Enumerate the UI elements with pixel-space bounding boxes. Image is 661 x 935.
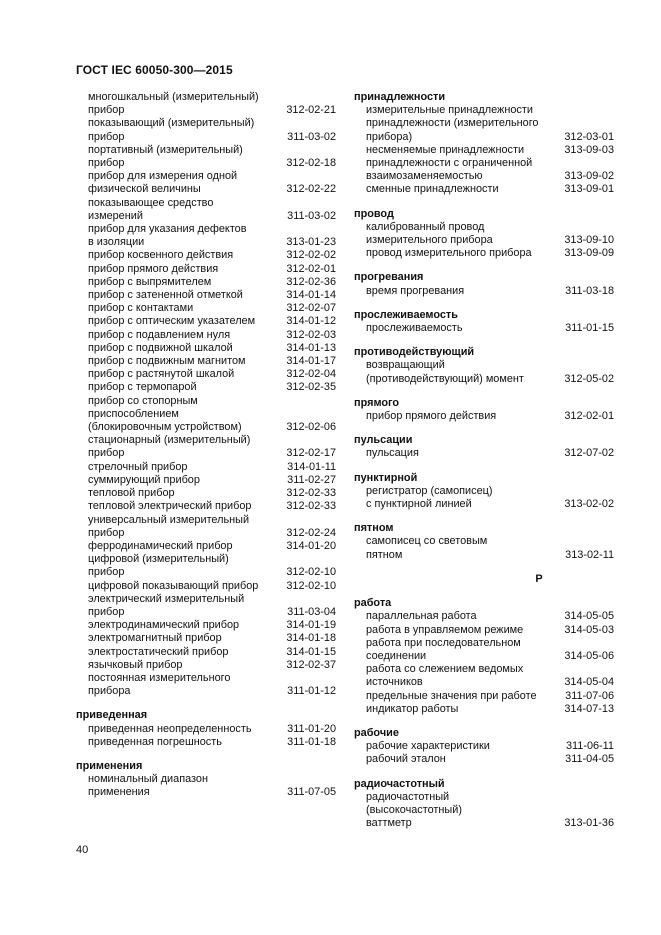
index-entry [354,157,614,183]
entry-code: 314-01-19 [286,619,336,632]
entry-code: 312-02-17 [286,447,336,460]
index-column-left [76,91,336,800]
entry-term-line: тепловой электрический прибор [88,500,252,513]
index-heading: прямого [354,396,400,409]
index-heading: пятном [354,522,394,535]
entry-term-line: прибор с оптическим указателем [88,315,256,328]
entry-term-line: портативный (измерительный) [88,143,243,156]
index-heading: принадлежности [354,91,446,103]
entry-term-line: цифровой (измерительный) [88,553,229,566]
entry-term-line: принадлежности (измерительного [366,117,539,130]
index-entry [76,395,336,435]
entry-code: 313-01-23 [286,236,336,249]
index-heading: применения [76,759,143,772]
entry-code: 312-02-24 [286,526,336,539]
entry-term-line: приведенная неопределенность [88,722,252,735]
entry-term-line: показывающий (измерительный) [88,117,255,130]
entry-term-line: приведенная погрешность [88,735,222,748]
entry-code: 314-01-12 [286,315,336,328]
index-entry [76,619,336,632]
entry-term [366,104,614,117]
entry-term-line: прибор [88,526,125,539]
entry-term-line: прибор косвенного действия [88,249,234,262]
index-entry [354,359,614,385]
index-entry [354,247,614,260]
entry-term-line: номинальный диапазон применения [88,773,208,799]
entry-code: 313-09-01 [564,183,614,196]
index-entry [76,461,336,474]
entry-code: 314-01-17 [286,355,336,368]
entry-term-line: прибор [88,447,125,460]
index-entry [76,632,336,645]
entry-term-line: прибор с растянутой шкалой [88,368,235,381]
entry-code: 313-02-11 [565,548,614,561]
entry-code: 314-05-06 [564,649,614,662]
entry-code: 312-02-21 [286,104,336,117]
entry-term-line: постоянная измерительного [88,671,231,684]
index-entry [354,183,614,196]
index-entry [76,434,336,460]
entry-term-line: прибор с выпрямителем [88,275,212,288]
index-entry [76,500,336,513]
entry-term-line: прибор с подвижной шкалой [88,341,233,354]
index-column-right [354,91,614,830]
entry-code: 312-02-37 [286,658,336,671]
entry-term-line: физической величины [88,183,201,196]
index-entry [354,663,614,689]
entry-code: 314-01-15 [286,645,336,658]
entry-code: 312-02-06 [286,421,336,434]
entry-term-line: прибора [88,685,131,698]
entry-code: 311-01-20 [287,722,336,735]
entry-term-line: радиочастотный (высокочастотный) [366,790,462,816]
index-heading: прослеживаемость [354,308,458,321]
entry-code: 313-02-02 [564,498,614,511]
index-heading: пунктирной [354,471,418,484]
entry-code: 313-09-10 [564,234,614,247]
index-entry [354,535,614,561]
index-heading: работа [354,597,392,610]
entry-term-line: универсальный измерительный [88,513,250,526]
index-entry [76,342,336,355]
entry-term-line: работа при последовательном [366,636,521,649]
entry-code: 314-05-04 [564,676,614,689]
entry-term-line: электромагнитный прибор [88,632,222,645]
entry-term-line: электростатический прибор [88,645,229,658]
entry-term-line: (противодействующий) момент [366,372,524,385]
entry-term-line: взаимозаменяемостью [366,170,483,183]
entry-term-line: рабочие характеристики [366,740,490,753]
entry-code: 312-02-10 [286,579,336,592]
entry-term-line: электродинамический прибор [88,619,240,632]
entry-term-line: прибор с контактами [88,302,194,315]
index-entry [76,593,336,619]
index-entry [76,381,336,394]
entry-code: 314-01-13 [286,341,336,354]
entry-code: 312-02-01 [564,410,614,423]
index-entry [76,315,336,328]
index-entry [354,753,614,766]
index-entry [354,740,614,753]
index-entry [76,474,336,487]
entry-term-line: рабочий эталон [366,753,446,766]
index-entry [76,773,336,799]
entry-term-line: самописец со световым [366,535,488,548]
index-entry [354,221,614,247]
entry-code: 311-03-02 [287,209,336,222]
index-entry [354,703,614,716]
entry-term-line: прибор прямого действия [366,410,497,423]
index-entry [76,249,336,262]
entry-term-line: суммирующий прибор [88,473,200,486]
index-entry [354,144,614,157]
index-entry [76,540,336,553]
entry-term-line: работа в управляемом режиме [366,623,524,636]
index-heading: радиочастотный [354,777,445,790]
entry-term-line: время прогревания [366,284,465,297]
entry-code: 312-02-10 [286,566,336,579]
index-entry [354,637,614,663]
index-entry [354,322,614,335]
entry-term-line: прибор с подвижным магнитом [88,355,246,368]
entry-term-line: язычковый прибор [88,658,183,671]
entry-term-line: прибор с затененной отметкой [88,289,243,302]
entry-code: 312-02-33 [286,487,336,500]
entry-term-line: прибор для указания дефектов [88,223,247,236]
entry-term-line: в изоляции [88,236,145,249]
entry-term-line: возвращающий [366,359,445,372]
entry-term-line: предельные значения при работе [366,689,537,702]
entry-code: 311-07-06 [565,689,614,702]
entry-code: 313-09-09 [564,247,614,260]
entry-code: 314-01-18 [286,632,336,645]
entry-code: 311-03-04 [287,605,336,618]
index-entry [354,690,614,703]
entry-code: 311-01-12 [287,685,336,698]
entry-code: 313-09-03 [564,143,614,156]
index-heading: прогревания [354,271,424,284]
entry-code: 314-01-14 [286,289,336,302]
index-entry [76,91,336,117]
entry-term-line: прибор со стопорным [88,394,198,407]
index-heading: провод [354,207,394,220]
index-entry [76,736,336,749]
index-heading: пульсации [354,434,413,447]
entry-code: 312-02-07 [286,302,336,315]
index-entry [76,672,336,698]
entry-code: 314-07-13 [564,702,614,715]
entry-term-line: прибор [88,104,125,117]
entry-term-line: калиброванный провод [366,220,485,233]
entry-term-line: прибор с термопарой [88,381,197,394]
index-entry [354,104,614,117]
entry-code: 312-02-04 [286,368,336,381]
index-entry [76,302,336,315]
entry-code: 312-02-36 [286,275,336,288]
page-number: 40 [76,844,89,856]
entry-code: 311-03-02 [287,130,336,143]
entry-term-line: прибор для измерения одной [88,170,238,183]
entry-term-line: приспособлением [88,407,179,420]
index-entry [354,610,614,623]
entry-code: 312-02-22 [286,183,336,196]
entry-code: 312-02-01 [286,262,336,275]
entry-term-line: электрический измерительный [88,592,245,605]
index-entry [76,263,336,276]
index-entry [76,553,336,579]
entry-code: 314-01-11 [287,460,336,473]
entry-term-line: соединении [366,649,427,662]
index-entry [76,487,336,500]
index-entry [76,646,336,659]
index-entry [76,197,336,223]
index-entry [76,329,336,342]
index-entry [354,285,614,298]
entry-term-line: прибора) [366,130,413,143]
entry-code: 311-06-11 [565,740,614,753]
index-entry [76,368,336,381]
entry-term-line: ферродинамический прибор [88,539,233,552]
index-entry [76,276,336,289]
index-entry [76,223,336,249]
index-entry [76,170,336,196]
entry-code: 311-01-15 [565,322,614,335]
entry-term-line: измерительного прибора [366,234,493,247]
entry-code: 312-07-02 [564,447,614,460]
entry-code: 312-02-18 [286,157,336,170]
entry-code: 314-01-20 [286,539,336,552]
section-letter: Р [535,572,543,585]
entry-code: 311-03-18 [565,284,614,297]
entry-term-line: измерительные принадлежности [366,104,533,117]
entry-term-line: прибор [88,157,125,170]
entry-term-line: тепловой прибор [88,487,175,500]
index-heading: рабочие [354,726,399,739]
entry-term-line: стационарный (измерительный) [88,434,251,447]
entry-code: 312-02-33 [286,500,336,513]
entry-code: 312-03-01 [564,130,614,143]
entry-term-line: пятном [366,548,403,561]
index-entry [354,447,614,460]
index-entry [76,659,336,672]
entry-term-line: прибор с подавлением нуля [88,328,231,341]
entry-term-line: параллельная работа [366,610,477,623]
index-entry [354,791,614,831]
index-entry [76,355,336,368]
index-entry [354,624,614,637]
index-entry [354,410,614,423]
entry-term-line: (блокировочным устройством) [88,421,242,434]
index-heading: приведенная [76,709,148,722]
entry-code: 311-07-05 [287,786,336,799]
entry-term-line: с пунктирной линией [366,498,472,511]
entry-code: 311-04-05 [565,753,614,766]
entry-code: 314-05-05 [564,610,614,623]
entry-term-line: регистратор (самописец) [366,484,493,497]
entry-term-line: принадлежности с ограниченной [366,157,533,170]
entry-term-line: ваттметр [366,817,412,830]
entry-term-line: прибор прямого действия [88,262,219,275]
entry-code: 312-02-03 [286,328,336,341]
entry-code: 312-02-35 [286,381,336,394]
entry-term-line: многошкальный (измерительный) [88,91,259,103]
entry-term-line: цифровой показывающий прибор [88,579,259,592]
entry-code: 313-01-36 [564,817,614,830]
entry-term-line: источников [366,676,423,689]
entry-code: 311-01-18 [287,735,336,748]
index-entry [76,514,336,540]
page-header: ГОСТ IEC 60050-300—2015 [76,63,233,77]
entry-term-line: пульсация [366,447,419,460]
entry-term-line: прибор [88,566,125,579]
entry-term-line: работа со слежением ведомых [366,663,524,676]
index-entry [76,580,336,593]
entry-code: 313-09-02 [564,170,614,183]
index-entry [76,723,336,736]
entry-code: 311-02-27 [287,473,336,486]
entry-term-line: провод измерительного прибора [366,247,532,260]
index-entry [354,117,614,143]
index-entry [76,144,336,170]
entry-code: 312-05-02 [564,372,614,385]
index-entry [76,289,336,302]
entry-term-line: индикатор работы [366,702,459,715]
entry-term-line: несменяемые принадлежности [366,143,525,156]
index-entry [76,117,336,143]
index-entry [354,485,614,511]
entry-term-line: прибор [88,605,125,618]
entry-term-line: измерений [88,209,143,222]
entry-term-line: стрелочный прибор [88,460,188,473]
entry-term-line: прибор [88,130,125,143]
entry-term-line: показывающее средство [88,196,214,209]
index-heading: противодействующий [354,346,475,359]
entry-code: 312-02-02 [286,249,336,262]
entry-code: 314-05-03 [564,623,614,636]
entry-term-line: сменные принадлежности [366,183,499,196]
entry-term-line: прослеживаемость [366,322,463,335]
